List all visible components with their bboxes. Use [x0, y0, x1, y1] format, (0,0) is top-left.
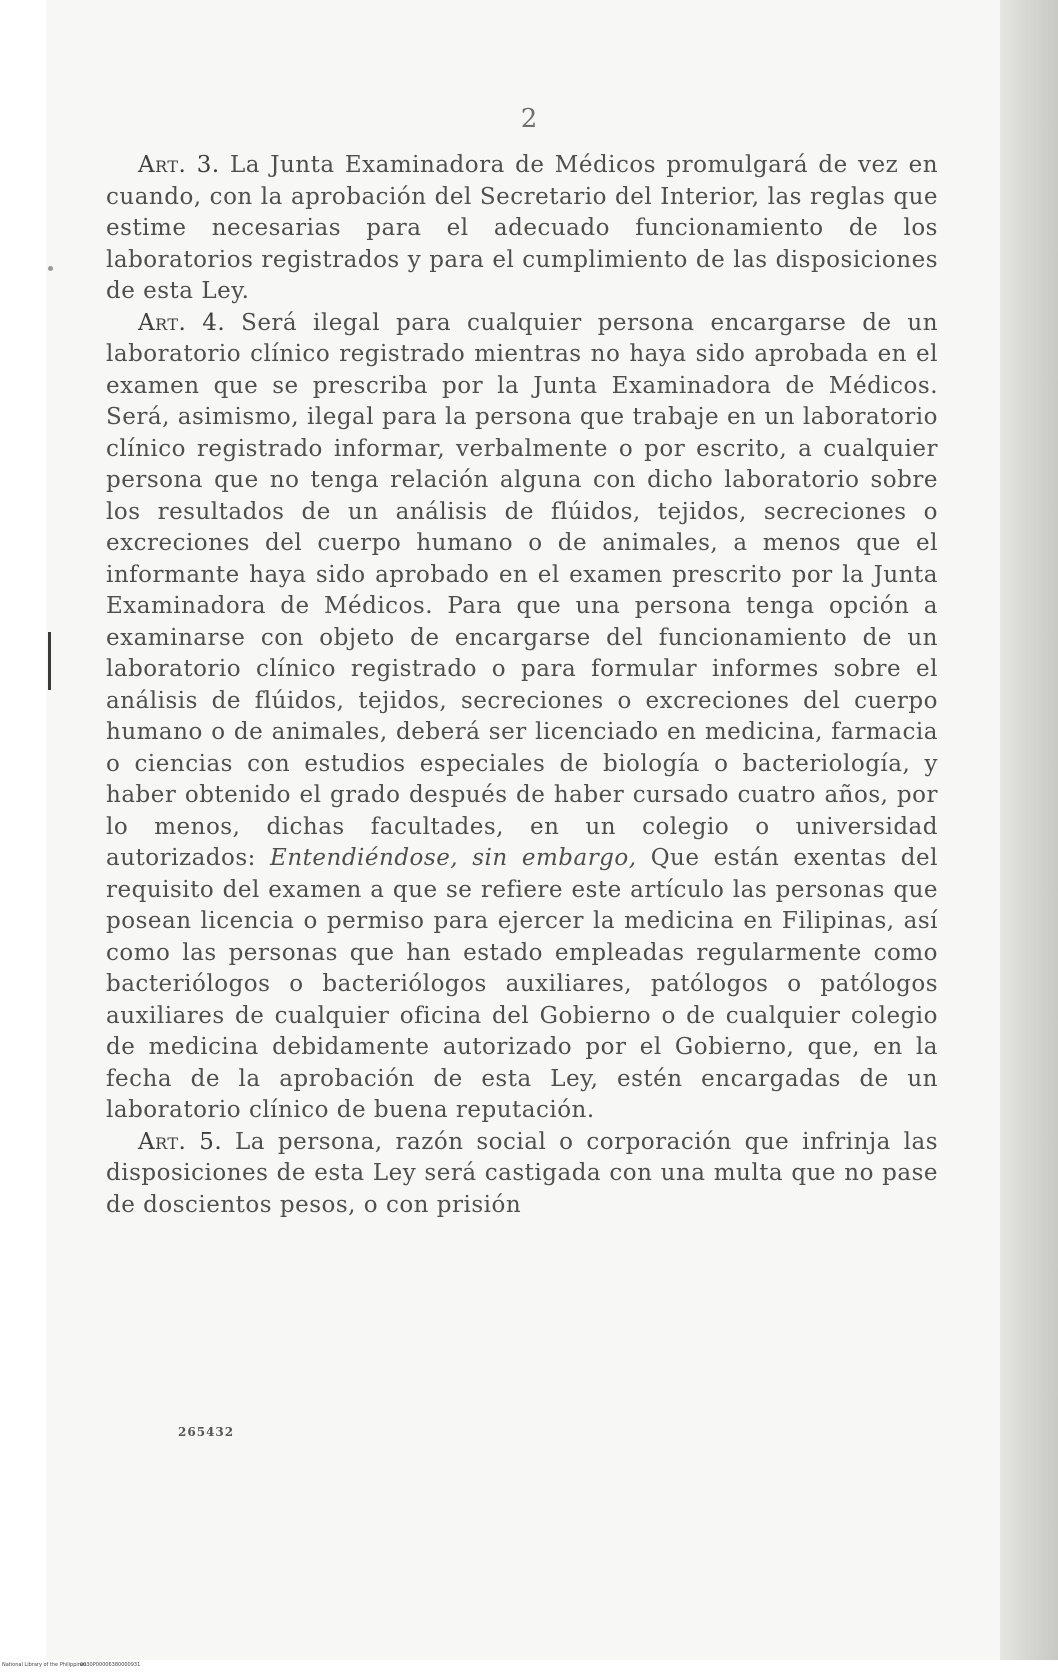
article-label: Art. — [138, 1128, 187, 1155]
article-4 — [106, 308, 938, 1127]
article-number: 3. — [196, 152, 220, 178]
article-number: 5. — [199, 1128, 223, 1155]
footer-id: 0030P00006380000931 — [80, 1662, 141, 1668]
proviso-italic: Entendiéndose, sin embargo, — [270, 845, 637, 871]
article-text: La persona, razón social o corporación que infrinja las disposiciones de esta Ley será castigada con una multa que no pase de doscientos pesos, o con prisión — [106, 1128, 939, 1218]
page-number: 2 — [520, 104, 538, 134]
margin-dot — [48, 266, 53, 271]
left-margin — [0, 0, 46, 1660]
margin-scan-mark — [48, 632, 51, 690]
document-body — [106, 150, 938, 1221]
article-3 — [106, 150, 938, 308]
article-number: 4. — [202, 309, 226, 336]
footer-bar — [0, 1660, 1058, 1672]
article-text-continued: Que están exentas del requisito del examen a que se refiere este artículo las personas que posean licencia o permiso para ejercer la medicina en Filipinas, así como las personas que han estado empleadas regularmente como bacteriólogos o bacteriólogos auxiliares, patólogos o patólogos auxiliares de cualquier oficina del Gobierno o de cualquier colegio de medicina debidamente autorizado por el Gobierno, que, en la fecha de la aprobación de esta Ley, estén encargadas de un laboratorio clínico de buena reputación. — [106, 845, 938, 1123]
article-5 — [106, 1127, 938, 1222]
page-edge-shadow — [1000, 0, 1058, 1660]
article-label: Art. — [138, 309, 187, 336]
footer-credit: National Library of the Philippines — [2, 1662, 87, 1668]
article-label: Art. — [138, 152, 187, 178]
article-text: La Junta Examinadora de Médicos promulgará de vez en cuando, con la aprobación del Secretario del Interior, las reglas que estime necesarias para el adecuado funcionamiento de los laboratorios registrados y para el cumplimiento de las disposiciones de esta Ley. — [106, 152, 939, 304]
catalog-code: 265432 — [178, 1425, 235, 1439]
article-text: Será ilegal para cualquier persona encargarse de un laboratorio clínico registrado mientras no haya sido aprobada en el examen que se prescriba por la Junta Examinadora de Médicos. Será, asimismo, ilegal para la persona que trabaje en un laboratorio clínico registrado informar, verbalmente o por escrito, a cualquier persona que no tenga relación alguna con dicho laboratorio sobre los resultados de un análisis de flúidos, tejidos, secreciones o excreciones del cuerpo humano o de animales, a menos que el informante haya sido aprobado en el examen prescrito por la Junta Examinadora de Médicos. Para que una persona tenga opción a examinarse con objeto de encargarse del funcionamiento de un laboratorio clínico registrado o para formular informes sobre el análisis de flúidos, tejidos, secreciones o excreciones del cuerpo humano o de animales, deberá ser licenciado en medicina, farmacia o ciencias con estudios especiales de biología o bacteriología, y haber obtenido el grado después de haber cursado cuatro años, por lo menos, dichas facultades, en un colegio o universidad autorizados: — [106, 309, 939, 871]
